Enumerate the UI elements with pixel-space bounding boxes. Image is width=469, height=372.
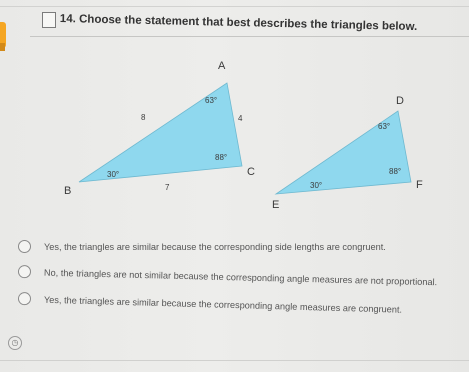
vertex-d-label: D	[396, 95, 404, 107]
angle-a-label: 63°	[205, 96, 218, 105]
triangle-def	[276, 111, 411, 194]
timer-icon[interactable]: ◷	[8, 336, 22, 350]
side-ac-label: 4	[238, 114, 243, 123]
radio-option-2[interactable]	[18, 265, 31, 278]
side-bc-label: 7	[165, 183, 170, 192]
angle-c-label: 88°	[215, 153, 228, 162]
answer-option-1[interactable]	[18, 240, 386, 253]
vertex-f-label: F	[416, 179, 423, 191]
side-ab-label: 8	[141, 113, 146, 122]
angle-e-label: 30°	[310, 181, 323, 190]
question-number: 14.	[59, 13, 76, 26]
angle-b-label: 30°	[107, 170, 120, 179]
bottom-divider	[0, 360, 469, 361]
angle-f-label: 88°	[389, 167, 402, 176]
vertex-c-label: C	[247, 166, 255, 178]
radio-option-3[interactable]	[18, 292, 31, 305]
answer-option-2-label: No, the triangles are not similar because the corresponding angle measures are not proportional.	[43, 267, 438, 287]
vertex-b-label: B	[64, 185, 72, 197]
question-prompt: Choose the statement that best describes the triangles below.	[78, 13, 418, 34]
answer-option-3-label: Yes, the triangles are similar because the corresponding angle measures are congruent.	[43, 294, 403, 315]
angle-d-label: 63°	[378, 122, 391, 131]
vertex-a-label: A	[218, 60, 226, 72]
answer-option-1-label: Yes, the triangles are similar because the corresponding side lengths are congruent.	[44, 241, 386, 252]
radio-option-1[interactable]	[18, 240, 31, 253]
vertex-e-label: E	[272, 199, 280, 211]
triangle-abc	[79, 83, 242, 182]
